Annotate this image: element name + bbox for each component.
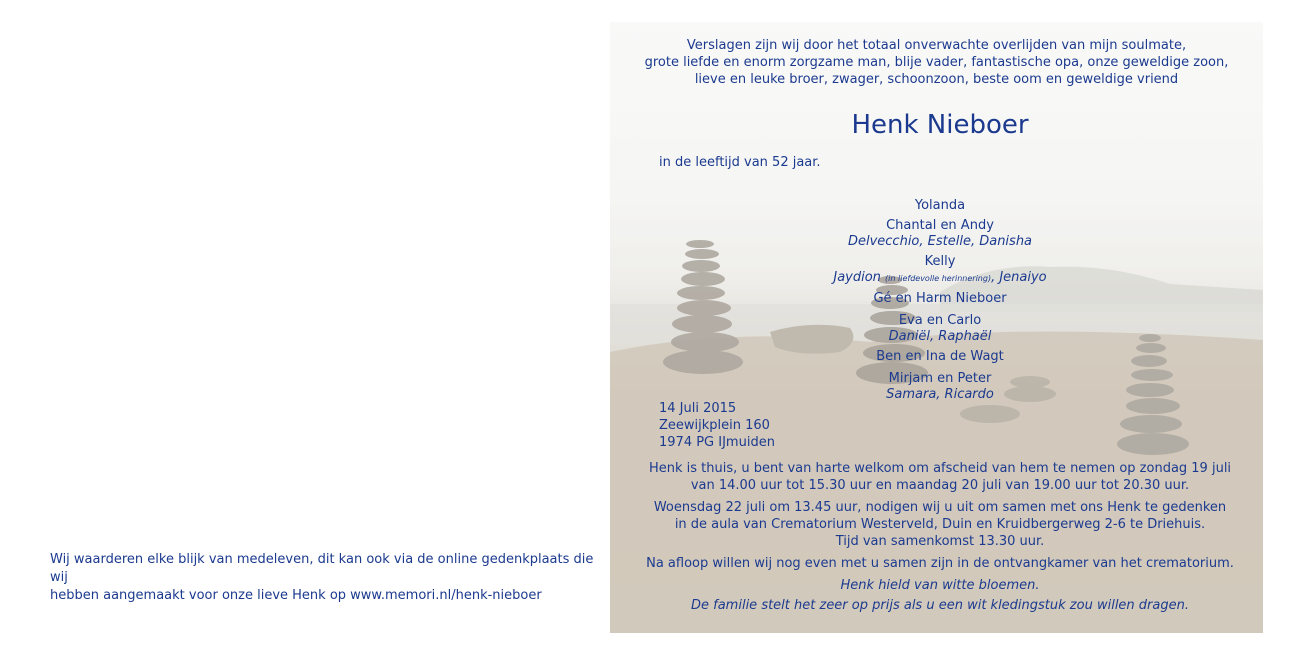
intro-line-3: lieve en leuke broer, zwager, schoonzoon, beste oom en geweldige vriend	[694, 72, 1179, 87]
note-line-2: hebben aangemaakt voor onze lieve Henk op www.memori.nl/henk-nieboer	[50, 588, 542, 603]
intro-line-1: Verslagen zijn wij door het totaal onverwachte overlijden van mijn soulmate,	[686, 38, 1187, 53]
reception-paragraph: Na afloop willen wij nog even met u samen zijn in de ontvangkamer van het crematorium.	[646, 556, 1234, 571]
family-children: Samara, Ricardo	[886, 387, 994, 402]
family-list	[610, 198, 1263, 407]
family-name: Eva en Carlo	[898, 313, 982, 328]
family-entry	[610, 371, 1263, 403]
street-line: Zeewijkplein 160	[659, 418, 770, 433]
intro-line-2: grote liefde en enorm zorgzame man, blije vader, fantastische opa, onze geweldige zoon,	[644, 55, 1229, 70]
deceased-name: Henk Nieboer	[851, 110, 1029, 140]
family-children	[610, 270, 1263, 287]
family-entry	[610, 198, 1263, 214]
family-name: Kelly	[924, 254, 956, 269]
age-line: in de leeftijd van 52 jaar.	[659, 155, 821, 170]
intro-text	[610, 37, 1263, 88]
ceremony-paragraph	[610, 499, 1263, 550]
ceremony-line-1: Woensdag 22 juli om 13.45 uur, nodigen wij u uit om samen met ons Henk te gedenken	[653, 500, 1227, 515]
viewing-line-1: Henk is thuis, u bent van harte welkom om afscheid van hem te nemen op zondag 19 juli	[648, 461, 1232, 476]
family-name: Mirjam en Peter	[888, 371, 992, 386]
child-name: , Jenaiyo	[991, 270, 1047, 285]
date-line: 14 Juli 2015	[659, 401, 737, 416]
obituary-card	[610, 22, 1263, 633]
family-name: Gé en Harm Nieboer	[873, 291, 1007, 306]
family-name: Chantal en Andy	[886, 218, 994, 233]
city-line: 1974 PG IJmuiden	[659, 435, 775, 450]
family-entry	[610, 291, 1263, 307]
family-entry	[610, 349, 1263, 365]
in-memory-note: (in liefdevolle herinnering)	[885, 274, 992, 283]
family-name: Ben en Ina de Wagt	[876, 349, 1004, 364]
ceremony-line-3: Tijd van samenkomst 13.30 uur.	[835, 534, 1045, 549]
memorial-website-note	[50, 551, 595, 605]
dress-note: De familie stelt het zeer op prijs als u een wit kledingstuk zou willen dragen.	[691, 598, 1189, 613]
note-line-1: Wij waarderen elke blijk van medeleven, dit kan ook via de online gedenkplaats die wij	[50, 552, 594, 585]
family-entry	[610, 218, 1263, 250]
child-name: Jaydion	[833, 270, 886, 285]
viewing-paragraph	[610, 460, 1263, 494]
viewing-line-2: van 14.00 uur tot 15.30 uur en maandag 20 juli van 19.00 uur tot 20.30 uur.	[690, 478, 1190, 493]
family-entry	[610, 313, 1263, 345]
family-name: Yolanda	[914, 198, 966, 213]
ceremony-details	[610, 460, 1263, 617]
flowers-note: Henk hield van witte bloemen.	[840, 578, 1040, 593]
family-children: Delvecchio, Estelle, Danisha	[847, 234, 1033, 249]
family-children: Daniël, Raphaël	[888, 329, 992, 344]
ceremony-line-2: in de aula van Crematorium Westerveld, Duin en Kruidbergerweg 2-6 te Driehuis.	[674, 517, 1206, 532]
family-entry	[610, 254, 1263, 287]
address-block	[659, 400, 775, 451]
